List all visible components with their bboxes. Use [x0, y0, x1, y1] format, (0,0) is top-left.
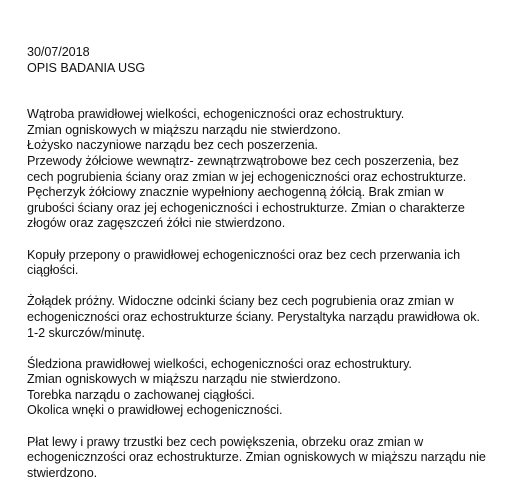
text-line: Pęcherzyk żółciowy znacznie wypełniony aechogenną żółcią. Brak zmian w [27, 185, 444, 200]
paragraph-spleen [27, 357, 507, 419]
text-line: echogenicznzości oraz echostrukturze. Zmian ogniskowych w miąższu narządu nie [27, 450, 486, 465]
text-line: Przewody żółciowe wewnątrz- zewnątrzwątrobowe bez cech poszerzenia, bez [27, 153, 459, 168]
usg-report-document [27, 45, 507, 481]
report-date: 30/07/2018 [27, 45, 90, 59]
text-line: ciągłości. [27, 263, 79, 278]
text-line: Kopuły przepony o prawidłowej echogeniczności oraz bez cech przerwania ich [27, 247, 461, 262]
spacer [27, 279, 507, 295]
text-line: Okolica wnęki o prawidłowej echogeniczności. [27, 403, 283, 418]
text-line: Śledziona prawidłowej wielkości, echogeniczności oraz echostruktury. [27, 356, 412, 371]
report-title: OPIS BADANIA USG [27, 60, 146, 75]
text-line: Żołądek próżny. Widoczne odcinki ściany bez cech pogrubienia oraz zmian w [27, 294, 454, 309]
paragraph-liver-gallbladder [27, 107, 507, 232]
paragraph-pancreas [27, 435, 507, 482]
text-line: stwierdzono. [27, 465, 98, 480]
paragraph-diaphragm [27, 248, 507, 279]
text-line: Torebka narządu o zachowanej ciągłości. [27, 387, 255, 402]
text-line: złogów oraz zagęszczeń żółci nie stwierdzono. [27, 216, 286, 231]
spacer [27, 76, 507, 107]
text-line: Wątroba prawidłowej wielkości, echogeniczności oraz echostruktury. [27, 107, 405, 122]
text-line: echogeniczności oraz echostrukturze ściany. Perystaltyka narządu prawidłowa ok. [27, 309, 480, 324]
text-line: Płat lewy i prawy trzustki bez cech powiększenia, obrzeku oraz zmian w [27, 434, 424, 449]
paragraph-stomach [27, 294, 507, 341]
spacer [27, 419, 507, 435]
text-line: grubości ściany oraz jej echogeniczności i echostrukturze. Zmian o charakterze [27, 200, 465, 215]
text-line: Zmian ogniskowych w miąższu narządu nie stwierdzono. [27, 122, 341, 137]
spacer [27, 341, 507, 357]
text-line: 1-2 skurczów/minutę. [27, 325, 145, 340]
spacer [27, 232, 507, 248]
text-line: Zmian ogniskowych w miąższu narządu nie stwierdzono. [27, 372, 341, 387]
text-line: cech pogrubienia ściany oraz zmian w jej echogeniczności oraz echostrukturze. [27, 169, 467, 184]
text-line: Łożysko naczyniowe narządu bez cech poszerzenia. [27, 138, 318, 153]
